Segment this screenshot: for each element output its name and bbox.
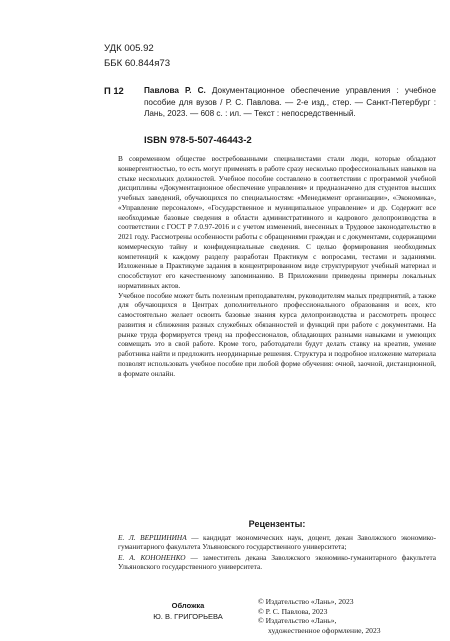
cover-label: Обложка <box>171 601 205 610</box>
cover-designer: Ю. В. ГРИГОРЬЕВА <box>153 612 223 621</box>
classification-codes <box>104 41 170 71</box>
copyright-line: © Р. С. Павлова, 2023 <box>258 606 328 616</box>
bbk-code: ББК 60.844я73 <box>104 58 171 69</box>
copyright-line: © Издательство «Лань», 2023 <box>258 597 354 606</box>
isbn: ISBN 978-5-507-46443-2 <box>144 135 252 146</box>
copyright-notices <box>258 597 438 635</box>
record-author: Павлова Р. С. <box>144 86 206 95</box>
reviewer-entry <box>118 533 436 552</box>
annotation-paragraph: Учебное пособие может быть полезным преподавателям, руководителям малых предприятий, а также для обучающихся в Центрах дополнительного профессионального образования и всех, кто самостоятельно желает освоить базовые знания курса делопроизводства и рассмотреть процесс развития и сближения разных служебных обязанностей и функций при работе с документами. На рынке труда формируется тренд на профессионалов, обладающих разными навыками и умеющих совмещать это в свой работе. Кроме того, работодатели будут делать ставку на креатив, умение работника найти и предложить неординарные решения. Структура и подробное изложение материала позволят использовать учебное пособие при любой форме обучения: очной, заочной, дистанционной, в формате онлайн. <box>118 290 436 378</box>
author-mark: П 12 <box>104 85 124 96</box>
cover-credit <box>148 600 228 622</box>
bibliographic-record <box>144 85 436 120</box>
reviewer-entry <box>118 553 436 572</box>
udc-code: УДК 005.92 <box>104 43 154 54</box>
annotation <box>118 154 436 378</box>
copyright-line: художественное оформление, 2023 <box>268 625 381 635</box>
reviewer-details: — кандидат экономических наук, доцент, декан Заволжского экономико-гуманитарного факультета Ульяновского государственного университета; <box>118 532 437 552</box>
reviewer-details: — заместитель декана Заволжского экономико-гуманитарного факультета Ульяновского государственного университета. <box>118 552 437 572</box>
record-description: Документационное обеспечение управления : учебное пособие для вузов / Р. С. Павлова. — 2-е изд., стер. — Санкт-Петербург : Лань, 2023. — 608 с. : ил. — Текст : непосредственный. <box>144 86 437 119</box>
reviewers-heading: Рецензенты: <box>248 519 306 529</box>
annotation-paragraph: В современном обществе востребованными специалистами стали люди, которые обладают конвергентностью, то есть могут применять в работе сразу несколько профессиональных навыков на стыке нескольких должностей. Учебное пособие составлено в соответствии с программой учебной дисциплины «Документационное обеспечение управления» и предназначено для студентов высших учебных заведений, обучающихся по специальностям: «Менеджмент организации», «Экономика», «Управление персоналом», «Государственное и муниципальное управление» и др. Содержит все необходимые базовые сведения в области административного и кадрового делопроизводства в соответствии с ГОСТ Р 7.0.97-2016 и с учетом изменений, внесенных в Трудовое законодательство в 2021 году. Рассмотрены особенности работы с обращениями граждан и с документами, содержащими коммерческую тайну и конфиденциальные сведения. С целью формирования необходимых компетенций к каждому разделу разработан Практикум с вопросами, тестами и заданиями. Изложенные в Практикуме задания в концентрированном виде структурируют учебный материал и способствуют его качественному запоминанию. В Приложении приведены примеры локальных нормативных актов. <box>118 154 436 290</box>
reviewer-name: Е. А. КОНОНЕНКО <box>118 552 186 562</box>
reviewers-block <box>118 520 436 573</box>
reviewer-name: Е. Л. ВЕРШИНИНА <box>118 532 187 542</box>
copyright-line: © Издательство «Лань», <box>258 616 337 626</box>
